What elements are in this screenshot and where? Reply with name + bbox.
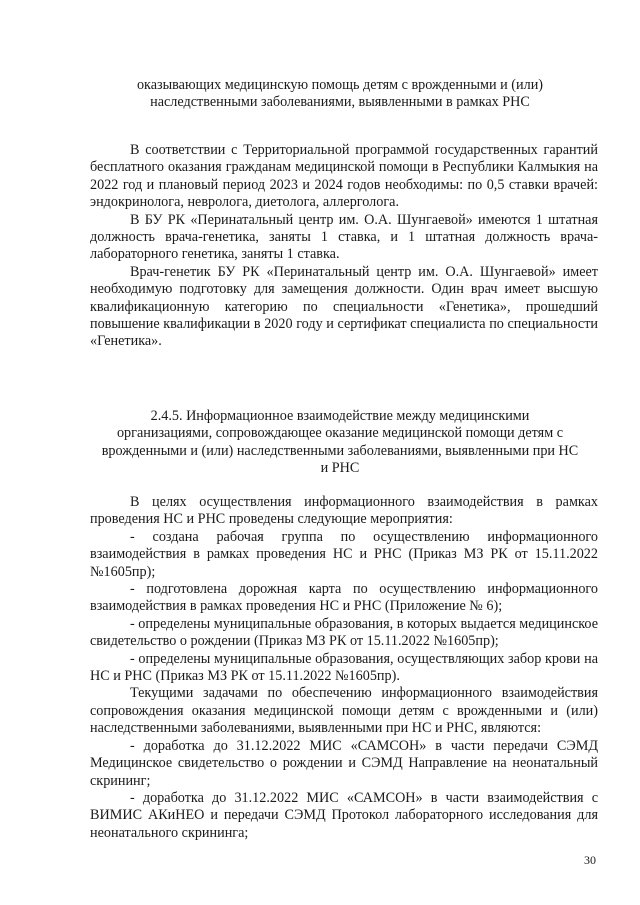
section-heading-line: врожденными и (или) наследственными заболеваниями, выявленными при НС: [101, 442, 579, 459]
text-block-2: [90, 494, 598, 842]
list-item: - создана рабочая группа по осуществлению информационного взаимодействия в рамках проведения НС и РНС (Приказ МЗ РК от 15.11.2022 №1605пр);: [90, 528, 598, 580]
list-item: - доработка до 31.12.2022 МИС «САМСОН» в части взаимодействия с ВИМИС АКиНЕО и передачи СЭМД Протокол лабораторного исследования для неонатального скрининга;: [90, 789, 598, 841]
section-heading-line: 2.4.5. Информационное взаимодействие между медицинскими: [150, 408, 530, 424]
text-block-1: [90, 142, 598, 351]
continued-heading: [70, 77, 610, 112]
paragraph: Врач-генетик БУ РК «Перинатальный центр им. О.А. Шунгаевой» имеет необходимую подготовку для замещения должности. Один врач имеет высшую квалификационную категорию по специальности «Генетика», прошедший повышение квалификации в 2020 году и сертификат специалиста по специальности «Генетика».: [90, 263, 598, 350]
section-heading-line: организациями, сопровождающее оказание медицинской помощи детям с: [116, 425, 564, 442]
heading-line: наследственными заболеваниями, выявленными в рамках РНС: [150, 94, 530, 111]
list-item: - определены муниципальные образования, в которых выдается медицинское свидетельство о рождении (Приказ МЗ РК от 15.11.2022 №1605пр);: [90, 615, 598, 650]
list-item: - определены муниципальные образования, осуществляющих забор крови на НС и РНС (Приказ МЗ РК от 15.11.2022 №1605пр).: [90, 650, 598, 685]
paragraph: В соответствии с Территориальной программой государственных гарантий бесплатного оказания гражданам медицинской помощи в Республики Калмыкия на 2022 год и плановый период 2023 и 2024 годов необходимы: по 0,5 ставки врачей: эндокринолога, невролога, диетолога, аллерголога.: [90, 142, 598, 211]
heading-line: оказывающих медицинскую помощь детям с врожденными и (или): [136, 77, 544, 93]
paragraph: В целях осуществления информационного взаимодействия в рамках проведения НС и РНС проведены следующие мероприятия:: [90, 494, 598, 528]
paragraph: В БУ РК «Перинатальный центр им. О.А. Шунгаевой» имеются 1 штатная должность врача-генетика, заняты 1 ставка, и 1 штатная должность врача-лабораторного генетика, заняты 1 ставка.: [90, 211, 598, 263]
list-item: - доработка до 31.12.2022 МИС «САМСОН» в части передачи СЭМД Медицинское свидетельство о рождении и СЭМД Направление на неонатальный скрининг;: [90, 737, 598, 789]
section-heading-line: и РНС: [320, 460, 360, 477]
section-heading: [70, 408, 610, 478]
list-item: - подготовлена дорожная карта по осуществлению информационного взаимодействия в рамках проведения НС и РНС (Приложение № 6);: [90, 581, 598, 615]
paragraph: Текущими задачами по обеспечению информационного взаимодействия сопровождения оказания медицинской помощи детям с врожденными и (или) наследственными заболеваниями, выявленными при НС и РНС, являются:: [90, 685, 598, 737]
page-number: 30: [584, 853, 596, 867]
